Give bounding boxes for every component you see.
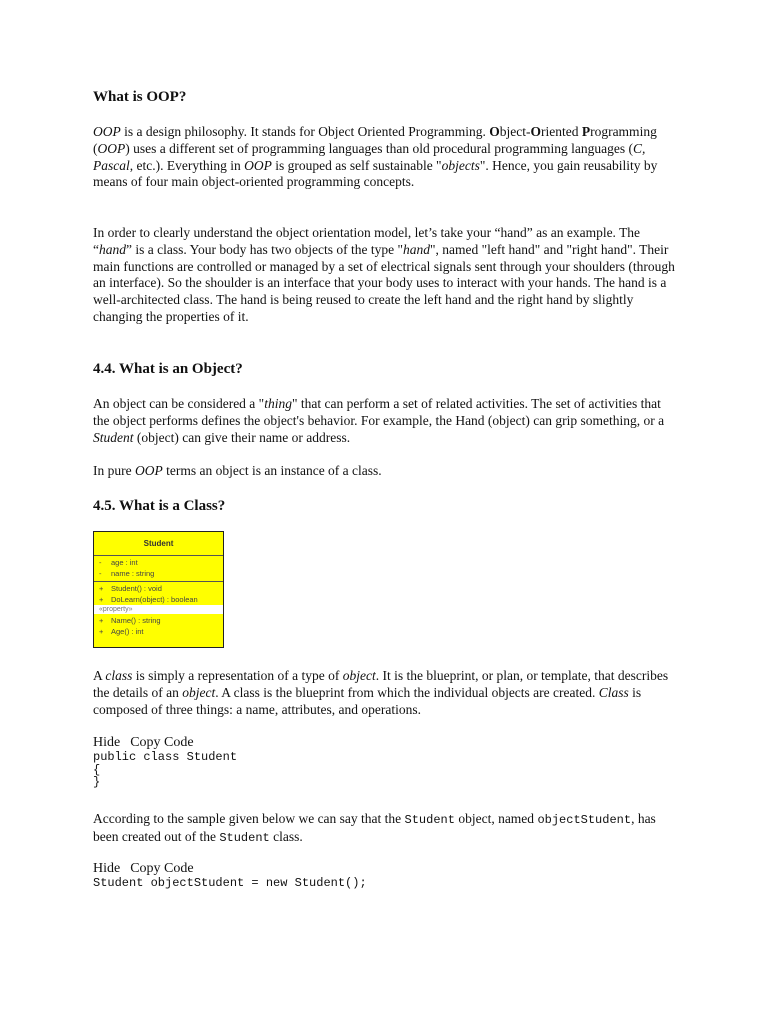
heading-what-is-class: 4.5. What is a Class? [93, 498, 226, 514]
hide-code-link[interactable]: Hide [93, 861, 121, 876]
uml-class-title: Student [94, 532, 223, 556]
uml-attribute-row: - name : string [99, 568, 155, 578]
heading-what-is-object: 4.4. What is an Object? [93, 361, 243, 377]
paragraph-object-definition: An object can be considered a "thing" that can perform a set of related activities. The set of activities that the object performs defines the object's behavior. For example, the Hand (object) can grip something, or a Student (object) can give their name or address. [93, 396, 665, 445]
uml-properties [94, 614, 223, 639]
uml-method-row: + Student() : void [99, 584, 162, 593]
paragraph-object-instance: In pure OOP terms an object is an instance of a class. [93, 463, 382, 478]
code-block: Student objectStudent = new Student(); [93, 876, 367, 890]
code-toolbar [93, 735, 204, 751]
code-toolbar [93, 861, 204, 877]
copy-code-link[interactable]: Copy Code [130, 735, 194, 750]
copy-code-link[interactable]: Copy Code [130, 861, 194, 876]
hide-code-link[interactable]: Hide [93, 735, 121, 750]
uml-class-diagram [93, 531, 224, 648]
uml-method-row: + DoLearn(object) : boolean [99, 594, 198, 604]
paragraph-oop-intro: OOP is a design philosophy. It stands for Object Oriented Programming. Object-Oriented Programming (OOP) uses a different set of programming languages than old procedural programming languages (C, Pascal, etc.). Everything in OOP is grouped as self sustainable "objects". Hence, you gain reusability by means of four main object-oriented programming concepts. [93, 124, 658, 190]
paragraph-hand-example: In order to clearly understand the object orientation model, let’s take your “hand” as an example. The “hand” is a class. Your body has two objects of the type "hand", named "left hand" and "right hand". Their main functions are controlled or managed by a set of electrical signals sent through your shoulders (through an interface). So the shoulder is an interface that your body uses to interact with your hands. The hand is a well-architected class. The hand is being reused to create the left hand and the right hand by slightly changing the properties of it. [93, 225, 675, 324]
uml-attributes [94, 556, 223, 582]
paragraph-class-definition: A class is simply a representation of a type of object. It is the blueprint, or plan, or template, that describes the details of an object. A class is the blueprint from which the individual objects are created. Class is composed of three things: a name, attributes, and operations. [93, 668, 669, 717]
uml-property-stereotype: «property» [94, 605, 223, 614]
uml-property-row: + Name() : string [99, 616, 161, 625]
uml-methods [94, 582, 223, 605]
code-block: public class Student { } [93, 750, 238, 789]
paragraph-object-sample: According to the sample given below we can say that the Student object, named objectStudent, has been created out of the Student class. [93, 811, 656, 845]
heading-what-is-oop: What is OOP? [93, 89, 187, 105]
uml-property-row: + Age() : int [99, 626, 144, 636]
uml-attribute-row: - age : int [99, 558, 138, 567]
